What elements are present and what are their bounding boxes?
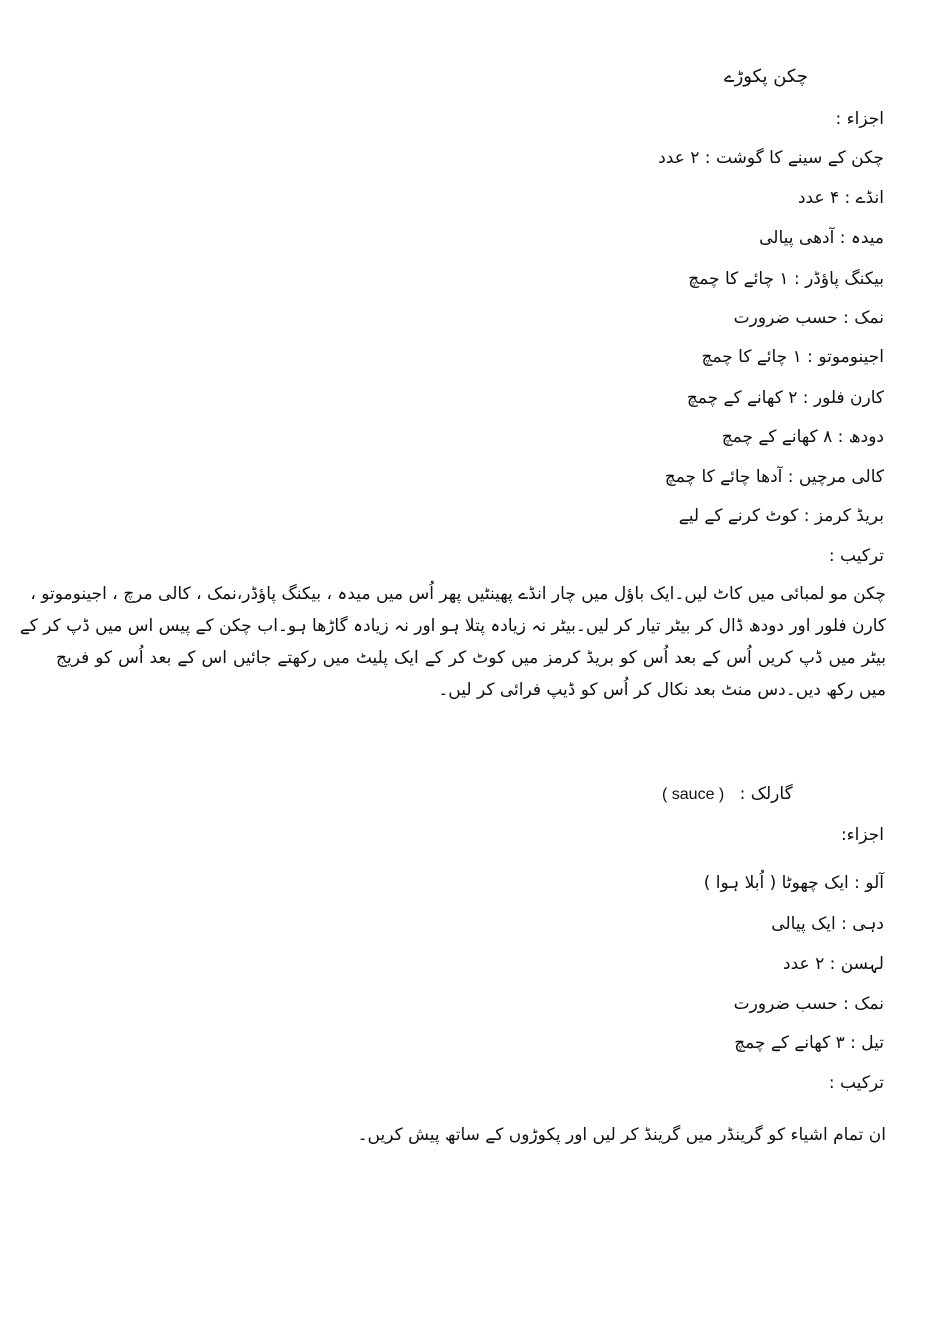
ingredient-item: دودھ : ۸ کھانے کے چمچ [721,427,884,447]
ingredient-item: میدہ : آدھی پیالی [759,228,884,248]
sauce-title-urdu: گارلک : [739,784,793,804]
recipe-title: چکن پکوڑے [724,66,808,87]
ingredients-heading: اجزاء : [835,109,884,129]
ingredient-item: کارن فلور : ۲ کھانے کے چمچ [686,388,884,408]
method-paragraph [19,578,886,706]
sauce-ingredients-heading: اجزاء: [840,825,884,845]
ingredient-item: کالی مرچیں : آدھا چائے کا چمچ [664,467,884,487]
sauce-ingredient-item: آلو : ایک چھوٹا ( اُبلا ہوا ) [703,873,884,893]
sauce-ingredient-item: دہی : ایک پیالی [771,914,884,934]
ingredient-item: نمک : حسب ضرورت [733,308,884,328]
ingredient-item: بیکنگ پاؤڈر : ۱ چائے کا چمچ [688,269,884,289]
method-line: چکن مو لمبائی میں کاٹ لیں۔ایک باؤل میں چار انڈے پھینٹیں پھر اُس میں میدہ ، بیکنگ پاؤڈر،نمک ، کالی مرچ ، اجینوموتو ، [30,584,886,604]
method-line: بیٹر میں ڈپ کریں اُس کے بعد اُس کو بریڈ کرمز میں کوٹ کر کے ایک پلیٹ میں رکھتے جائیں اس کے بعد اُس کو فریج [56,648,886,668]
sauce-ingredient-item: لہسن : ۲ عدد [783,954,884,974]
sauce-method-heading: ترکیب : [828,1073,884,1093]
ingredient-item: انڈے : ۴ عدد [797,188,884,208]
method-line: کارن فلور اور دودھ ڈال کر بیٹر تیار کر لیں۔بیٹر نہ زیادہ پتلا ہو اور نہ زیادہ گاڑھا ہو۔اب چکن کے پیس اس میں ڈپ کر کے [19,616,886,636]
sauce-title [662,781,793,808]
method-line: میں رکھ دیں۔دس منٹ بعد نکال کر اُس کو ڈیپ فرائی کر لیں۔ [438,680,886,700]
ingredient-item: اجینوموتو : ۱ چائے کا چمچ [701,347,884,367]
method-heading: ترکیب : [828,546,884,566]
sauce-title-latin: ( sauce ) [662,786,725,803]
sauce-ingredient-item: تیل : ۳ کھانے کے چمچ [734,1033,884,1053]
sauce-method-line: ان تمام اشیاء کو گرینڈر میں گرینڈ کر لیں اور پکوڑوں کے ساتھ پیش کریں۔ [357,1125,886,1145]
ingredient-item: چکن کے سینے کا گوشت : ۲ عدد [658,148,884,168]
sauce-ingredient-item: نمک : حسب ضرورت [733,994,884,1014]
ingredient-item: بریڈ کرمز : کوٹ کرنے کے لیے [678,506,884,526]
